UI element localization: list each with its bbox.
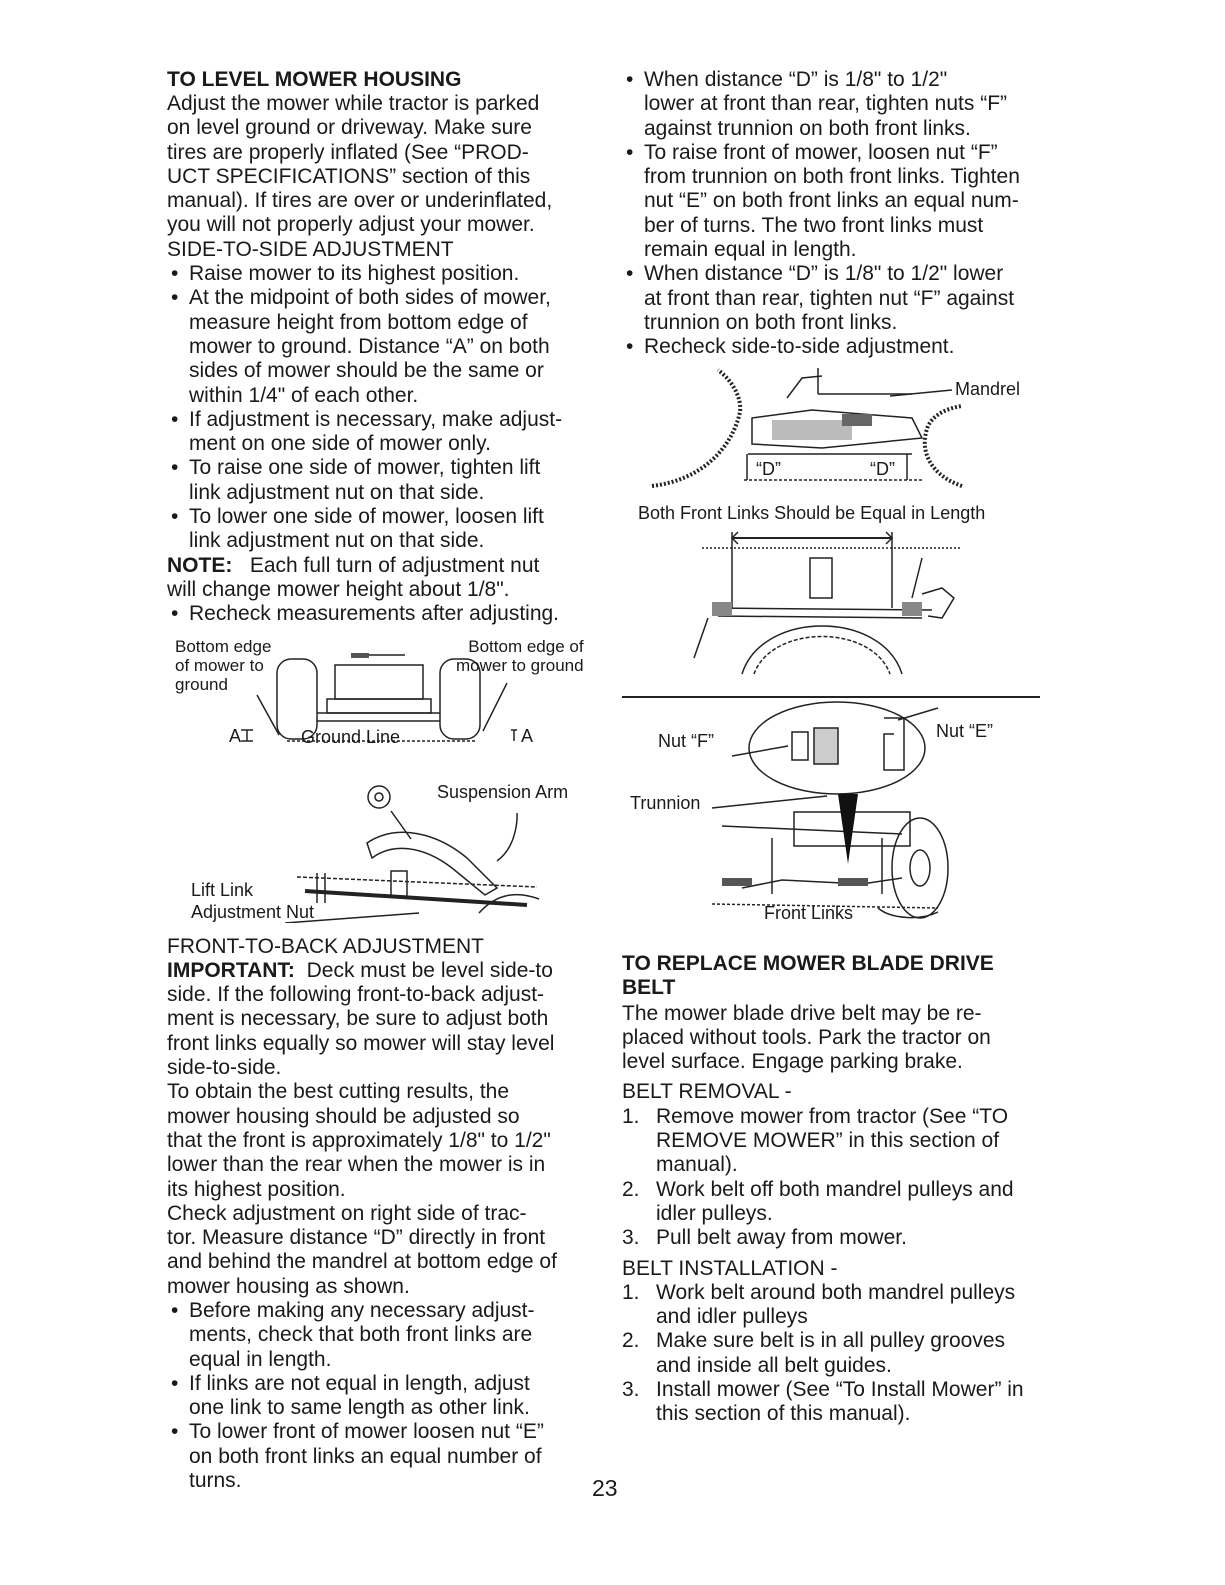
removal-step: 3. Pull belt away from mower. — [622, 1226, 907, 1250]
bullet-item: • To lower one side of mower, loosen lift link adjustment nut on that side. — [167, 505, 597, 554]
install-step: 3. Install mower (See “To Install Mower” in this section of this manual). — [622, 1378, 1024, 1426]
bullet-item: • Before making any necessary adjust- ments, check that both front links are equal in length. — [167, 1299, 597, 1372]
page-number: 23 — [592, 1475, 618, 1501]
label-suspension-arm: Suspension Arm — [437, 781, 569, 802]
heading-replace-belt: TO REPLACE MOWER BLADE DRIVE BELT — [622, 951, 994, 999]
removal-step: 1. Remove mower from tractor (See “TO REMOVE MOWER” in this section of manual). — [622, 1104, 1009, 1177]
bullet-item: • Recheck measurements after adjusting. — [167, 602, 597, 626]
label-bottom-edge-left: Bottom edge of mower to ground — [175, 636, 272, 694]
figure-lift-link — [167, 773, 597, 923]
caption-both-front-links: Both Front Links Should be Equal in Length — [638, 502, 986, 523]
right-column — [622, 68, 1052, 1427]
figure-front-links-equal — [622, 498, 1052, 694]
label-mandrel: Mandrel — [955, 378, 1021, 399]
bullet-item: • When distance “D” is 1/8" to 1/2" lower at front than rear, tighten nuts “F” against trunnion on both front links. — [622, 68, 1052, 141]
install-step: 2. Make sure belt is in all pulley grooves and inside all belt guides. — [622, 1329, 1006, 1377]
bullet-item: • To raise front of mower, loosen nut “F” from trunnion on both front links. Tighten nut “E” on both front links an equal num- ber of turns. The two front links must remain equal in length. — [622, 141, 1052, 262]
intro-paragraph: Adjust the mower while tractor is parked on level ground or driveway. Make sure tires are properly inflated (See “PROD- UCT SPECIFICATIONS” section of this manual). If tires are over or underinflated, you will not properly adjust your mower. — [167, 92, 553, 237]
label-bottom-edge-right: Bottom edge of mower to ground — [456, 636, 584, 675]
bullet-item: • To lower front of mower loosen nut “E” on both front links an equal number of turns. — [167, 1420, 597, 1493]
left-column — [167, 68, 597, 1493]
bullet-item: • When distance “D” is 1/8" to 1/2" lower at front than rear, tighten nut “F” against trunnion on both front links. — [622, 262, 1052, 335]
label-nut-e: Nut “E” — [936, 720, 994, 741]
figure-side-to-side — [167, 635, 597, 765]
side-to-side-title: SIDE-TO-SIDE ADJUSTMENT — [167, 237, 454, 261]
belt-removal-title: BELT REMOVAL - — [622, 1080, 792, 1104]
bullet-item: • Raise mower to its highest position. — [167, 262, 597, 286]
label-front-links: Front Links — [764, 902, 854, 923]
label-d-rear: “D” — [756, 458, 781, 479]
figure-distance-d — [622, 368, 1052, 498]
front-to-back-title: FRONT-TO-BACK ADJUSTMENT — [167, 934, 484, 958]
label-a-left: A — [229, 725, 242, 746]
note-paragraph: NOTE: Each full turn of adjustment nut will change mower height about 1/8". — [167, 553, 540, 601]
belt-intro-paragraph: The mower blade drive belt may be re- placed without tools. Park the tractor on level surface. Engage parking brake. — [622, 1001, 991, 1074]
check-paragraph: Check adjustment on right side of trac- tor. Measure distance “D” directly in front and behind the mandrel at bottom edge of mower housing as shown. — [167, 1201, 557, 1298]
removal-step: 2. Work belt off both mandrel pulleys and idler pulleys. — [622, 1177, 1014, 1225]
bullet-item: • To raise one side of mower, tighten lift link adjustment nut on that side. — [167, 456, 597, 505]
belt-installation-title: BELT INSTALLATION - — [622, 1256, 838, 1280]
label-d-front: “D” — [870, 458, 895, 479]
heading-level-mower-housing: TO LEVEL MOWER HOUSING — [167, 68, 462, 91]
bullet-item: • Recheck side-to-side adjustment. — [622, 335, 1052, 359]
bullet-item: • At the midpoint of both sides of mower, measure height from bottom edge of mower to ground. Distance “A” on both sides of mower should be the same or within 1/4" of each other. — [167, 286, 597, 407]
label-nut-f: Nut “F” — [658, 730, 714, 751]
label-a-right: A — [521, 725, 534, 746]
important-paragraph: IMPORTANT: Deck must be level side-to side. If the following front-to-back adjust- ment is necessary, be sure to adjust both front links equally so mower will stay level side-to-side. — [167, 958, 555, 1080]
front-links-illustration — [622, 498, 1052, 694]
label-lift-link-adjustment-nut: Lift Link Adjustment Nut — [191, 879, 315, 922]
obtain-paragraph: To obtain the best cutting results, the mower housing should be adjusted so that the front is approximately 1/8" to 1/2" lower than the rear when the mower is in its highest position. — [167, 1080, 551, 1201]
label-ground-line: Ground Line — [301, 726, 401, 747]
install-step: 1. Work belt around both mandrel pulleys and idler pulleys — [622, 1280, 1016, 1329]
bullet-item: • If adjustment is necessary, make adjust- ment on one side of mower only. — [167, 408, 597, 457]
label-trunnion: Trunnion — [630, 792, 701, 813]
bullet-item: • If links are not equal in length, adjust one link to same length as other link. — [167, 1372, 597, 1421]
figure-nuts-trunnion — [622, 698, 1052, 934]
